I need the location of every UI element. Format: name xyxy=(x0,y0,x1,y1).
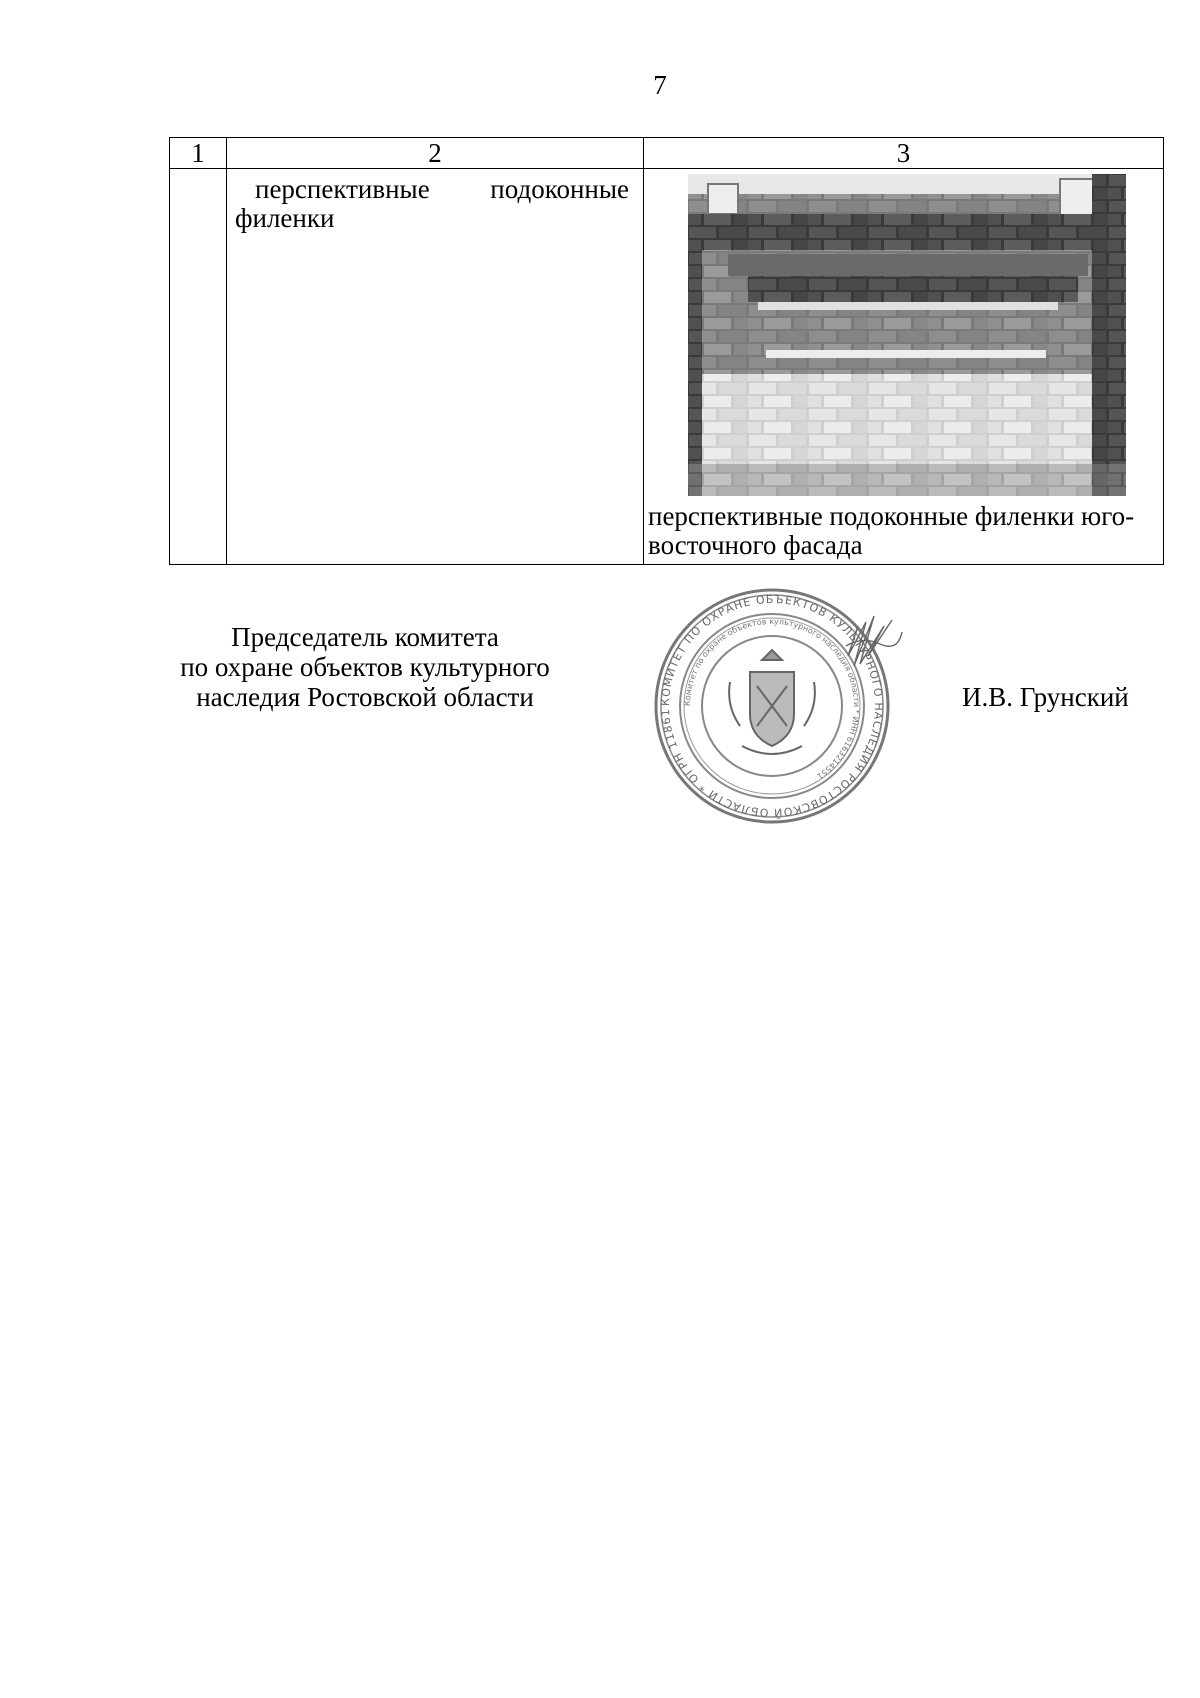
signatory-position xyxy=(150,622,580,712)
column-header-2: 2 xyxy=(227,138,644,169)
column-header-3: 3 xyxy=(644,138,1164,169)
photo-caption: перспективные подоконные филенки юго-восточного фасада xyxy=(648,501,1135,560)
monuments-table xyxy=(169,137,1164,565)
stamp-outer-text: КОМИТЕТ ПО ОХРАНЕ ОБЪЕКТОВ КУЛЬТУРНОГО НАСЛЕДИЯ РОСТОВСКОЙ ОБЛАСТИ * ОГРН 11861 xyxy=(658,592,886,820)
position-line-1: Председатель комитета xyxy=(231,622,499,652)
stamp-inner-text: Комитет по охране объектов культурного наследия области * ИНН 6163214551 xyxy=(682,616,862,781)
position-line-3: наследия Ростовской области xyxy=(196,682,534,712)
photo-cell xyxy=(644,169,1164,565)
table-row xyxy=(170,169,1164,565)
official-stamp-seal xyxy=(622,588,922,828)
page-number: 7 xyxy=(653,70,667,100)
element-description: перспективные подоконные филенки xyxy=(227,169,644,565)
facade-photo xyxy=(688,174,1126,496)
signatory-name: И.В. Грунский xyxy=(962,682,1129,712)
position-line-2: по охране объектов культурного xyxy=(180,652,550,682)
column-header-1: 1 xyxy=(170,138,227,169)
table-header-row xyxy=(170,138,1164,169)
row-number-cell xyxy=(170,169,227,565)
coat-of-arms-icon xyxy=(729,650,815,754)
